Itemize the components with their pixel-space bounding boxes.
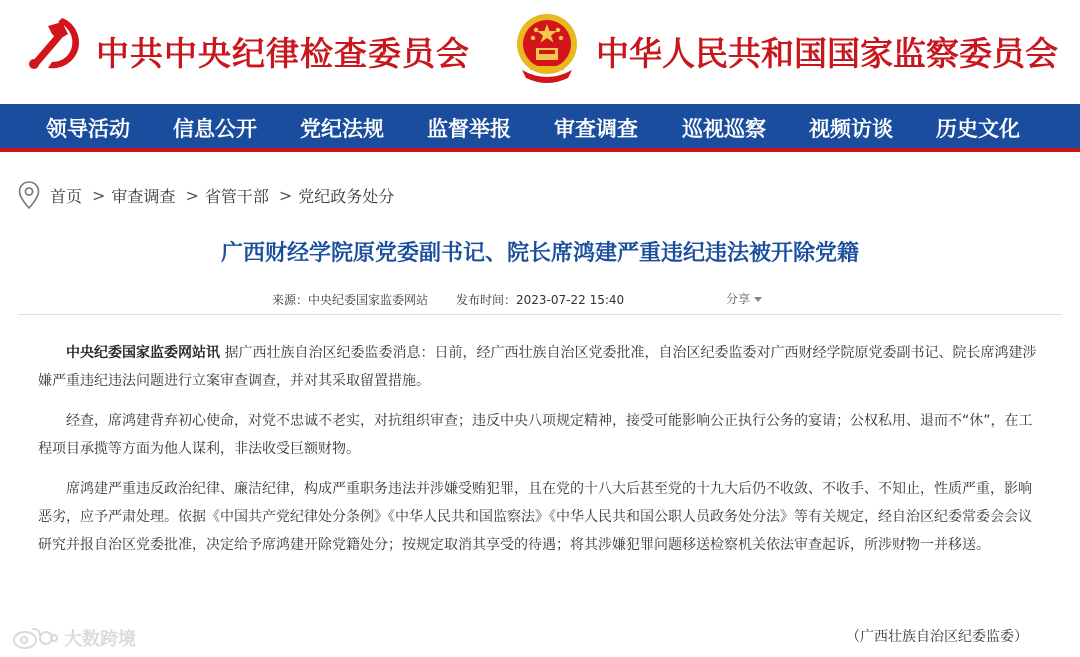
nav-item-leadership[interactable]: 领导活动 (46, 116, 130, 141)
nav-item-inspection[interactable]: 巡视巡察 (682, 116, 766, 141)
nav-item-regulations[interactable]: 党纪法规 (300, 116, 384, 141)
nav-item-investigation[interactable]: 审查调查 (554, 116, 638, 141)
article-paragraph: 席鸿建严重违反政治纪律、廉洁纪律，构成严重职务违法并涉嫌受贿犯罪，且在党的十八大后甚至党的十九大后仍不收敛、不收手、不知止，性质严重，影响恶劣，应予严肃处理。依据《中国共产党纪律处分条例》《中华人民共和国监察法》《中华人民共和国公职人员政务处分法》等有关规定，经自治区纪委常委会会议研究并报自治区党委批准，决定给予席鸿建开除党籍处分；按规定取消其享受的待遇；将其涉嫌犯罪问题移送检察机关依法审查起诉，所涉财物一并移送。 (38, 481, 1032, 553)
paragraph-text: 据广西壮族自治区纪委监委消息：日前，经广西壮族自治区党委批准，自治区纪委监委对广西财经学院原党委副书记、院长席鸿建涉嫌严重违纪违法问题进行立案审查调查，并对其采取留置措施。 (38, 345, 1037, 389)
chevron-down-icon (754, 297, 762, 302)
watermark (12, 625, 136, 651)
meta-divider (18, 314, 1062, 315)
article-footer-source: （广西壮族自治区纪委监委） (846, 629, 1028, 645)
cpc-ccdi-title[interactable]: 中共中央纪律检查委员会 (96, 34, 470, 73)
national-emblem-icon[interactable] (514, 12, 580, 84)
article-paragraph (38, 339, 1042, 395)
article-body (38, 339, 1042, 571)
party-emblem-icon[interactable] (22, 12, 84, 74)
nav-item-video-interview[interactable]: 视频访谈 (809, 116, 893, 141)
breadcrumb-separator: > (278, 185, 293, 205)
article-meta (272, 291, 624, 308)
weibo-logo-icon (12, 625, 58, 651)
breadcrumb-home[interactable]: 首页 (50, 186, 83, 206)
nsc-title[interactable]: 中华人民共和国国家监察委员会 (596, 34, 1058, 73)
breadcrumb-investigation[interactable]: 审查调查 (111, 186, 176, 206)
nav-red-stripe (0, 148, 1080, 152)
breadcrumb-provincial-cadres[interactable]: 省管干部 (204, 186, 269, 206)
article-title: 广西财经学院原党委副书记、院长席鸿建严重违纪违法被开除党籍 (220, 241, 859, 266)
site-header (0, 0, 1080, 104)
article-paragraph: 经查，席鸿建背弃初心使命，对党不忠诚不老实，对抗组织审查；违反中央八项规定精神，接受可能影响公正执行公务的宴请；公权私用、退而不“休”，在工程项目承揽等方面为他人谋利，非法收受巨额财物。 (38, 413, 1033, 457)
main-nav (0, 104, 1080, 148)
article-publish-time: 发布时间：2023-07-22 15:40 (456, 293, 625, 307)
location-pin-icon (18, 181, 40, 209)
lead-source: 中央纪委国家监委网站讯 (66, 345, 220, 361)
nav-item-info-disclosure[interactable]: 信息公开 (173, 116, 257, 141)
breadcrumb (18, 180, 394, 210)
breadcrumb-separator: > (92, 185, 106, 205)
breadcrumb-discipline[interactable]: 党纪政务处分 (298, 186, 395, 206)
nav-item-report[interactable]: 监督举报 (427, 116, 511, 141)
share-button[interactable] (726, 290, 762, 307)
article-source: 来源：中央纪委国家监委网站 (272, 293, 429, 307)
watermark-text: 大数跨境 (64, 629, 136, 650)
nav-item-history[interactable]: 历史文化 (936, 116, 1020, 141)
breadcrumb-separator: > (185, 185, 199, 205)
share-label: 分享 (726, 292, 751, 306)
